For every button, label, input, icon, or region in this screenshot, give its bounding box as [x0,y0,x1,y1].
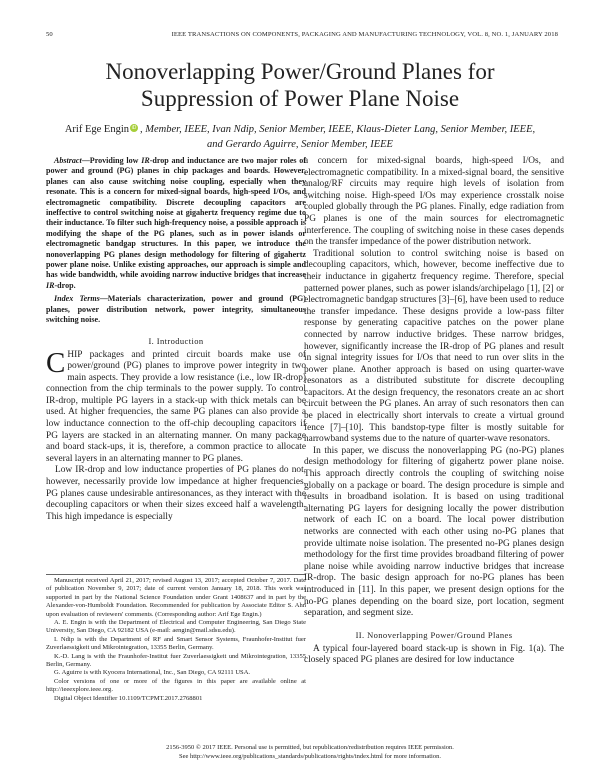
title-line-2: Suppression of Power Plane Noise [140,86,460,111]
left-column [46,156,306,523]
author-list [50,122,550,152]
section-heading-introduction: I. Introduction [148,335,204,346]
running-header [46,31,558,41]
body-paragraph: a concern for mixed-signal boards, high-speed I/Os, and electromagnetic compatibility. In a mixed-signal board, the sensitive analog/RF circuits may require high levels of isolation from switching noise. High-speed I/Os may experience crosstalk noise coupled globally through the PG planes. Finally, edge radiation from PG planes is one of the main sources for electromagnetic interference. The coupling of switching noise in these cases depends on the transfer impedance of the power distribution network. [304,156,564,248]
abstract: Abstract—Providing low IR-drop and inductance are two major roles of power and ground (PG) planes in chip packages and boards. However, planes can also cause switching noise coupling, especially when they resonate. This is a concern for mixed-signal boards, high-speed I/Os, and electromagnetic compatibility. Discrete decoupling capacitors are ineffective to control switching noise at gigahertz frequency regime due to their inductance. To filter such high-frequency noise, a possible approach is modifying the shape of the PG planes, such as in power islands or electromagnetic bandgap structures. In this paper, we introduce the nonoverlapping PG planes design methodology for filtering of gigahertz power plane noise. Unlike existing approaches, our approach is simple and has wide bandwidth, while avoiding narrow inductive bridges that increase IR-drop. [46,156,306,290]
body-paragraph: A typical four-layered board stack-up is shown in Fig. 1(a). The closely spaced PG planes are desired for low inductance [304,643,564,666]
intro-paragraph-1: CHIP packages and printed circuit boards make use of power/ground (PG) planes to improve power integrity in two main aspects. They provide a low resistance (i.e., low IR-drop) connection from the chip terminals to the power supply. To control IR-drop, multiple PG layers in a stack-up with thick metals can be used. At higher frequencies, the same PG planes can also provide a low inductance connection to the off-chip decoupling capacitors if PG layers are stacked in an alternating manner. On many package and board stack-ups, it is, therefore, a common practice to allocate several layers in an alternating manner to PG planes. [46,346,306,464]
title-line-1: Nonoverlapping Power/Ground Planes for [105,59,495,84]
footnote: I. Ndip is with the Department of RF and Smart Sensor Systems, Fraunhofer-Institut fuer Zuverlaessigkeit und Mikrointegration, 13355 Berlin, Germany. [46,635,306,652]
body-paragraph: Traditional solution to control switching noise is based on decoupling capacitors, which, however, become ineffective due to their inductance in gigahertz frequency regime. Therefore, special patterned power planes, such as power islands/archipelago [1], [2] or electromagnetic bandgap structures [3]–[6], have been used to reduce the transfer impedance. These designs provide a low-pass filter response by generating capacitive patches on the power plane connected by narrow inductive bridges. These narrow bridges, however, significantly increase the IR-drop of PG planes and result in signal integrity issues for I/Os that need to run over slits in the power plane. Another approach is based on using quarter-wave resonators as a distributed substitute for discrete decoupling capacitors. At the design frequency, the resonators create an ac short circuit between the PG planes. An array of such resonators then can be placed in electrically short intervals to create a virtual ground fence [7]–[10]. This bandstop-type filter is mostly suitable for narrowband systems due to the nature of quarter-wave resonators. [304,248,564,445]
footnote: K.-D. Lang is with the Fraunhofer-Institut fuer Zuverlaessigkeit und Mikrointegration, 13355 Berlin, Germany. [46,652,306,669]
paper-title [40,58,560,112]
author-name-engin: Arif Ege Engin [64,124,129,135]
authors-line-1 [50,122,550,137]
index-terms: Index Terms—Materials characterization, power and ground (PG) planes, power distribution network, power integrity, simultaneous switching noise. [46,294,306,325]
footnote: Manuscript received April 21, 2017; revised August 13, 2017; accepted October 7, 2017. Date of publication November 9, 2017; date of current version January 18, 2018. This work was supported in part by the National Science Foundation under Grant 1408637 and in part by the Alexander-von-Humboldt Foundation. Recommended for publication by Associate Editor S. Ahn upon evaluation of reviewers' comments. (Corresponding author: Arif Ege Engin.) [46,577,306,618]
intro-paragraph-2: Low IR-drop and low inductance properties of PG planes do not, however, necessarily provide low impedance at higher frequencies. PG planes cause undesirable antiresonances, as they interact with the decoupling capacitors or when their sizes exceed half a wavelength. This high impedance is especially [46,465,306,522]
footnotes [46,574,306,703]
drop-cap: C [46,346,66,379]
journal-header: IEEE TRANSACTIONS ON COMPONENTS, PACKAGING AND MANUFACTURING TECHNOLOGY, VOL. 8, NO. 1, JANUARY 2018 [171,31,558,38]
body-paragraph: In this paper, we discuss the nonoverlapping PG (no-PG) planes design methodology for filtering of gigahertz power plane noise. This approach directly controls the coupling of switching noise globally on a package or board. The design procedure is simple and results in broadband isolation. It is based on using traditional alternating PG layers for designing locally the power distribution network of each IC on a board. The local power distribution networks are connected with each other using no-PG planes that provide ultimate noise isolation. The presented no-PG planes design methodology for the first time provides broadband filtering of power plane noise while avoiding narrow inductive bridges that increase IR-drop. The basic design approach for no-PG planes has been introduced in [11]. In this paper, we present design options for the no-PG planes depending on the board size, port location, segment separation, and segment size. [304,445,564,619]
copyright-notice [60,744,560,761]
right-column [304,156,564,667]
footnote-doi: Digital Object Identifier 10.1109/TCPMT.2017.2768801 [54,694,203,702]
authors-line-2: and Gerardo Aguirre, Senior Member, IEEE [207,139,393,150]
abstract-label: Abstract [54,156,82,165]
authors-line-1-rest: , Member, IEEE, Ivan Ndip, Senior Member, IEEE, Klaus-Dieter Lang, Senior Member, IEEE, [140,124,536,135]
copyright-line-1: 2156-3950 © 2017 IEEE. Personal use is permitted, but republication/redistribution requires IEEE permission. [166,744,454,751]
footnote: G. Aguirre is with Kyocera International, Inc., San Diego, CA 92111 USA. [54,669,251,677]
footnote: Color versions of one or more of the figures in this paper are available online at http://ieeexplore.ieee.org. [46,677,306,694]
section-heading-no-pg-planes: II. Nonoverlapping Power/Ground Planes [355,629,513,640]
footnote: A. E. Engin is with the Department of Electrical and Computer Engineering, San Diego State University, San Diego, CA 92182 USA (e-mail: aengin@mail.sdsu.edu). [46,619,306,635]
page-number: 50 [46,31,53,38]
index-terms-label: Index Terms [54,294,100,304]
orcid-icon[interactable]: iD [131,125,137,131]
copyright-line-2: See http://www.ieee.org/publications_standards/publications/rights/index.html for more information. [179,752,441,760]
